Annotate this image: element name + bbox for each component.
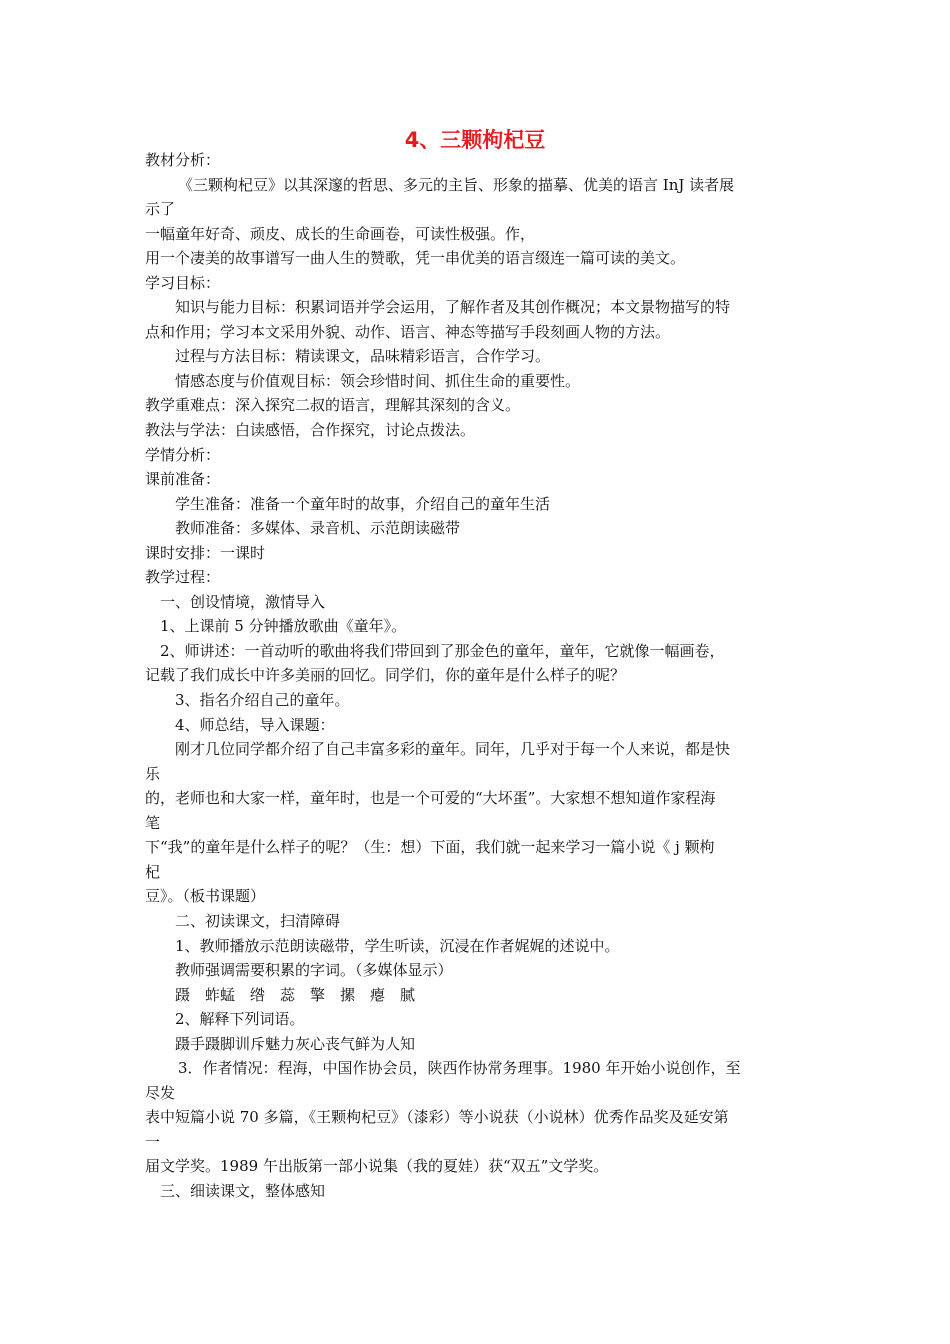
text-line: 杞 [145, 862, 161, 881]
text-line: 教师强调需要积累的字词。（多媒体显示） [175, 961, 453, 980]
text-line: 2、师讲述：一首动听的歌曲将我们带回到了那金色的童年，童年，它就像一幅画卷， [160, 641, 725, 660]
text-line: 一 [145, 1132, 161, 1151]
text-line: 尽发 [145, 1083, 176, 1102]
text-line: 届文学奖。1989 午出版第一部小说集（我的夏娃）获“双五”文学奖。 [145, 1157, 609, 1176]
text-line: 教学重难点：深入探究二叔的语言，理解其深刻的含义。 [145, 396, 521, 415]
text-line: 蹑手蹑脚训斥魅力灰心丧气鲜为人知 [175, 1034, 416, 1053]
text-line: 学情分析： [145, 445, 221, 464]
text-line: 学习目标： [145, 273, 221, 292]
text-line: 蹑 蚱蜢 绺 蕊 擎 摞 瘪 腻 [175, 985, 416, 1004]
text-line: 下“我”的童年是什么样子的呢？（生：想）下面，我们就一起来学习一篇小说《 j 颗枸 [145, 838, 715, 857]
text-line: 2、解释下列词语。 [175, 1010, 305, 1029]
text-line: 教法与学法：白读感悟，合作探究，讨论点拨法。 [145, 421, 476, 440]
text-line: 乐 [145, 764, 161, 783]
text-line: 二、初读课文，扫清障碍 [175, 911, 341, 930]
text-line: 表中短篇小说 70 多篇，《王颗枸杞豆》（漆彩）等小说获（小说林）优秀作品奖及延安第 [145, 1108, 729, 1127]
text-line: 示了 [145, 200, 176, 219]
document-body [0, 148, 950, 1204]
text-line: 教师准备：多媒体、录音机、示范朗读磁带 [175, 519, 461, 538]
text-line: 课时安排：一课时 [145, 543, 266, 562]
text-line: 课前准备： [145, 470, 221, 489]
text-line: 三、细读课文，整体感知 [160, 1181, 326, 1200]
text-line: 情感态度与价值观目标：领会珍惜时间、抓住生命的重要性。 [175, 371, 581, 390]
text-line: 记载了我们成长中许多美丽的回忆。同学们，你的童年是什么样子的呢？ [145, 666, 626, 685]
text-line: 过程与方法目标：精读课文，品味精彩语言，合作学习。 [175, 347, 551, 366]
text-line: 3．作者情况：程海，中国作协会员，陕西作协常务理事。1980 年开始小说创作，至 [178, 1059, 741, 1078]
text-line: 笔 [145, 813, 161, 832]
text-line: 1、教师播放示范朗读磁带，学生听读，沉浸在作者娓娓的述说中。 [175, 936, 620, 955]
text-line: 4、师总结，导入课题： [175, 715, 335, 734]
text-line: 1、上课前 5 分钟播放歌曲《童年》。 [160, 617, 407, 636]
text-line: 知识与能力目标：积累词语并学会运用，了解作者及其创作概况；本文景物描写的特 [175, 298, 731, 317]
text-line: 豆》。（板书课题） [145, 887, 266, 906]
text-line: 一幅童年好奇、顽皮、成长的生命画卷，可读性极强。作， [145, 224, 536, 243]
text-line: 3、指名介绍自己的童年。 [175, 691, 350, 710]
text-line: 点和作用；学习本文采用外貌、动作、语言、神态等描写手段刻画人物的方法。 [145, 322, 671, 341]
text-line: 教学过程： [145, 568, 221, 587]
text-line: 学生准备：准备一个童年时的故事，介绍自己的童年生活 [175, 494, 551, 513]
document-title: 4、三颗枸杞豆 [404, 128, 546, 152]
text-line: 一、创设情境，激情导入 [160, 592, 326, 611]
text-line: 的，老师也和大家一样，童年时，也是一个可爱的“大坏蛋”。大家想不想知道作家程海 [145, 789, 716, 808]
text-line: 刚才几位同学都介绍了自己丰富多彩的童年。同年，几乎对于每一个人来说，都是快 [175, 740, 731, 759]
text-line: 教材分析： [145, 151, 221, 169]
text-line: 《三颗枸杞豆》以其深邃的哲思、多元的主旨、形象的描摹、优美的语言 InJ 读者展 [178, 175, 735, 194]
text-line: 用一个凄美的故事谱写一曲人生的赞歌，凭一串优美的语言缀连一篇可读的美文。 [145, 249, 686, 268]
